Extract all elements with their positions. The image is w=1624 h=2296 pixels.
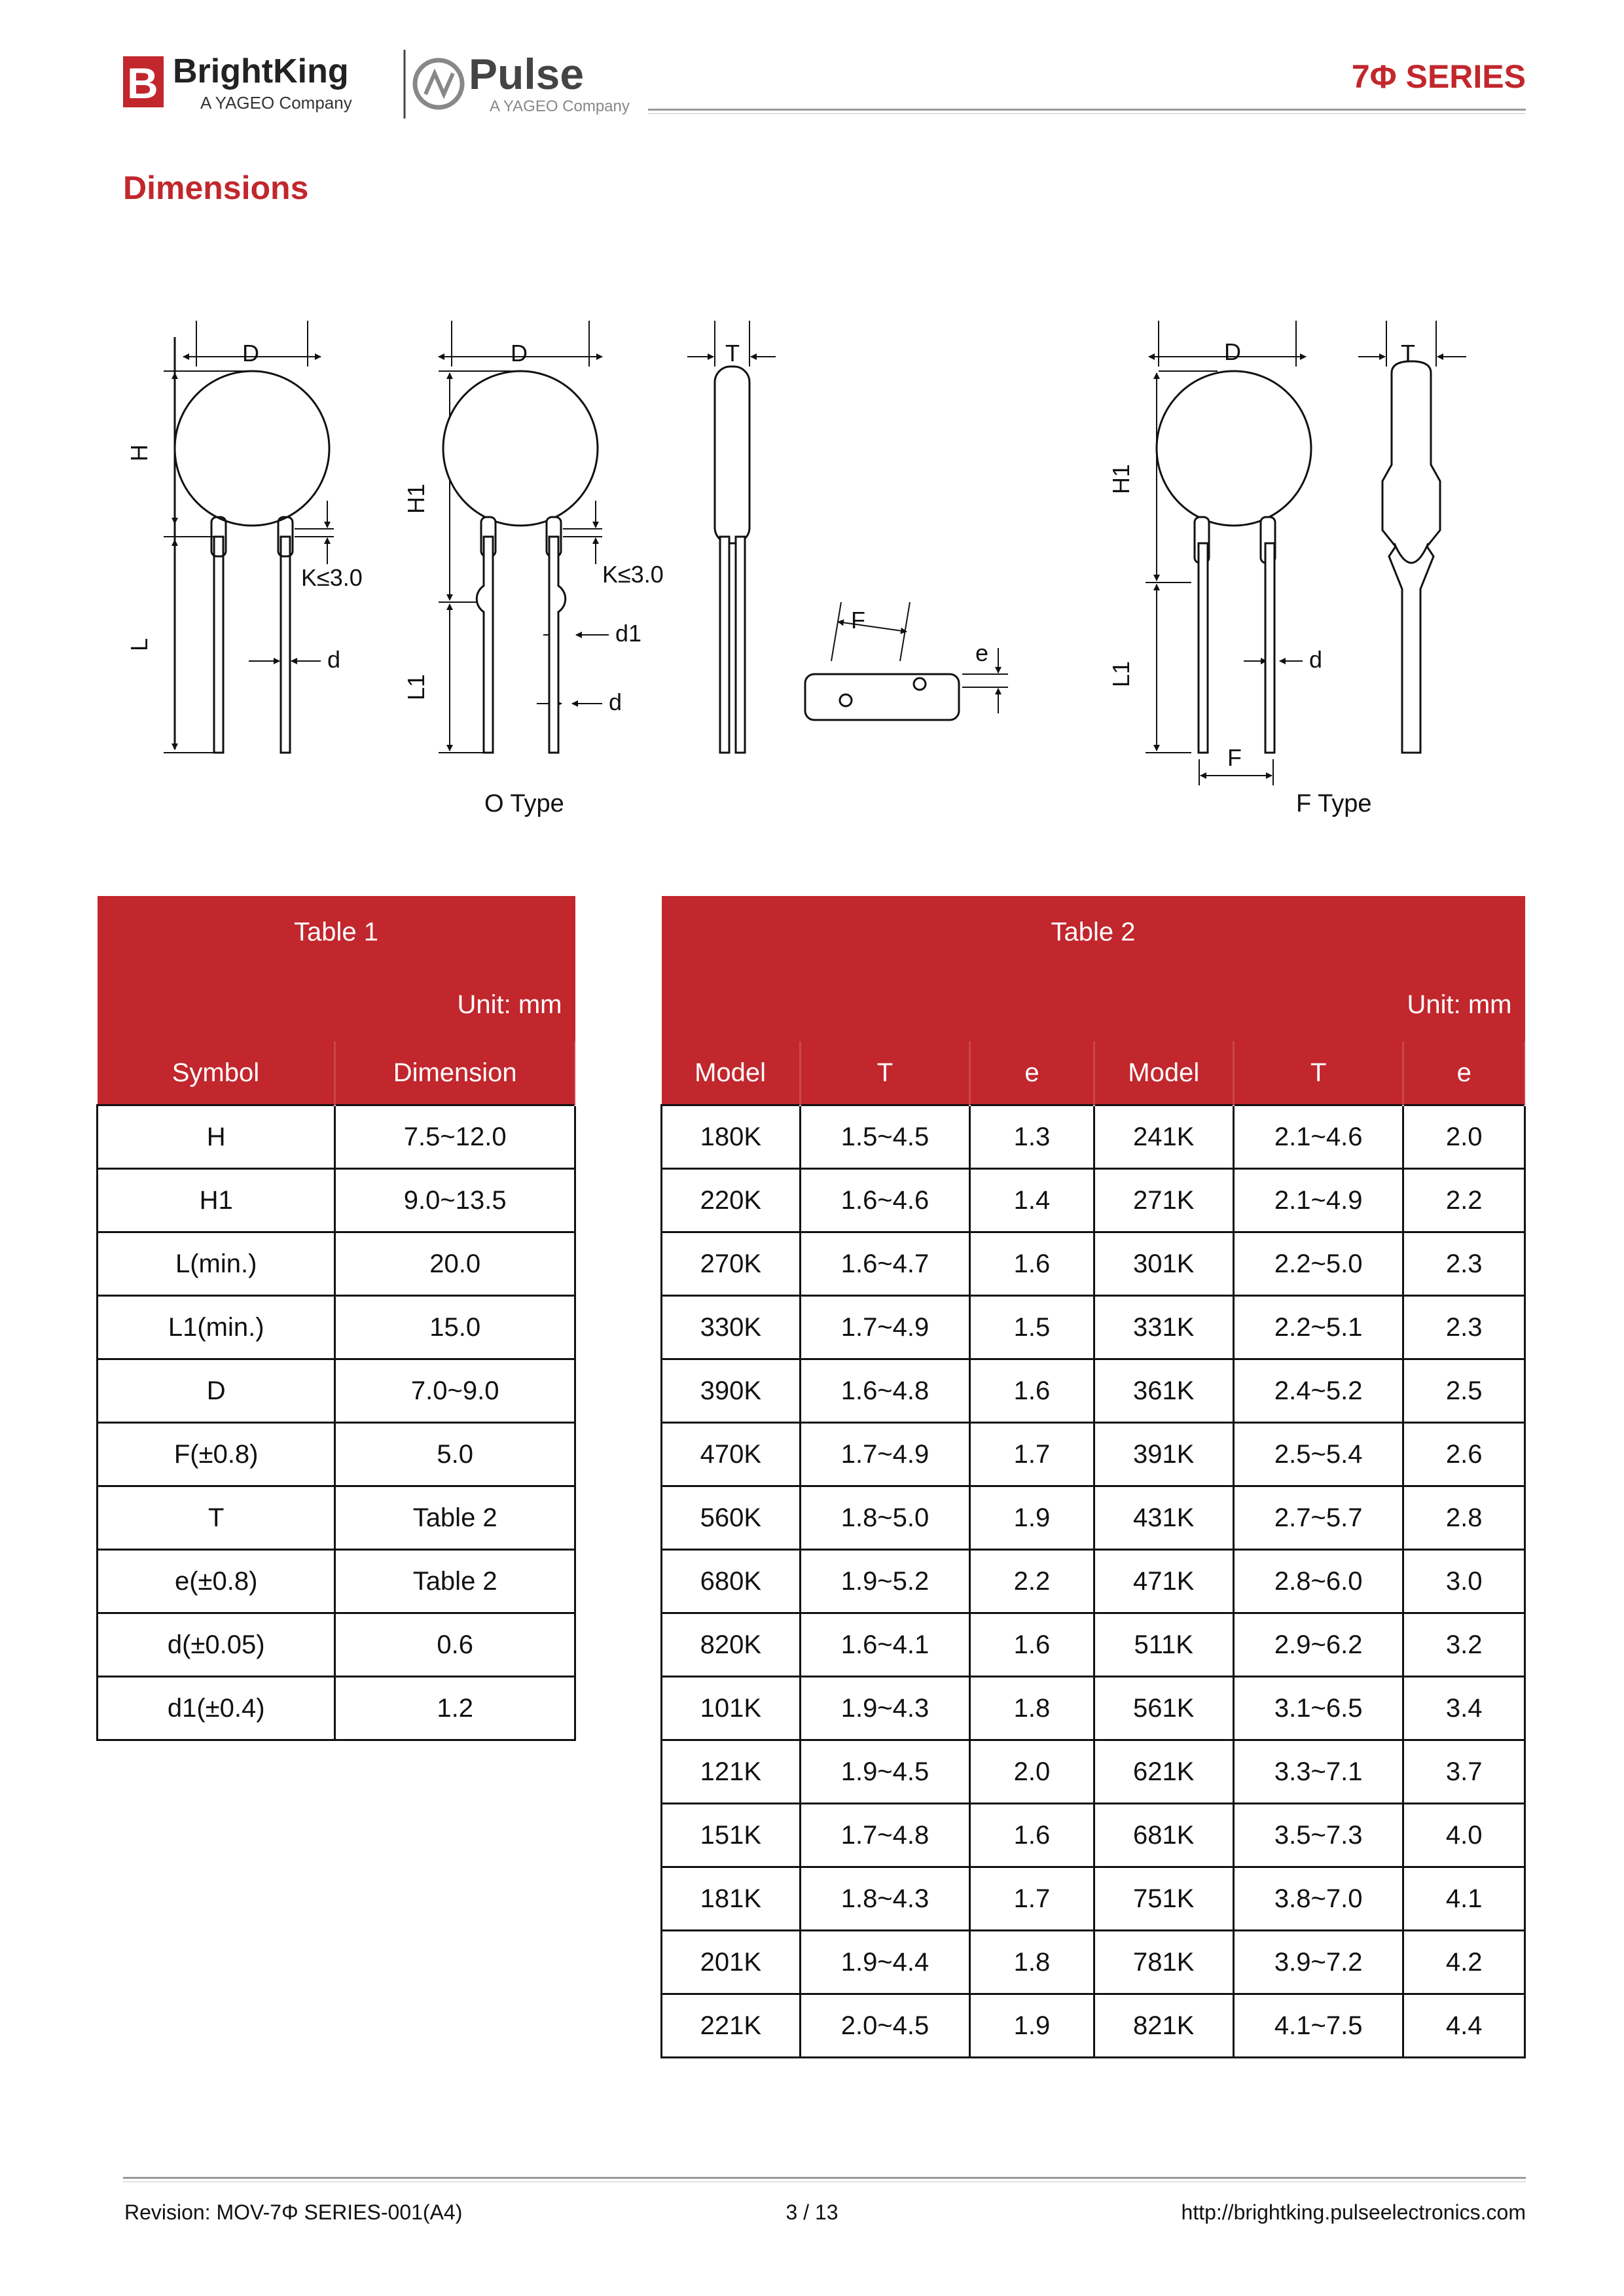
table-row <box>98 1486 575 1550</box>
table-row <box>98 1169 575 1232</box>
table-cell: 431K <box>1094 1486 1233 1550</box>
table-cell: 7.0~9.0 <box>335 1359 575 1423</box>
caption-f-type: F Type <box>1296 790 1372 817</box>
table-cell: 3.1~6.5 <box>1233 1677 1403 1740</box>
table-row <box>662 1740 1525 1804</box>
table-cell: 2.6 <box>1403 1423 1525 1486</box>
table-row <box>662 1550 1525 1613</box>
table-cell: 1.7~4.9 <box>800 1296 970 1359</box>
table-cell: 1.9 <box>970 1994 1094 2058</box>
pulse-sub: A YAGEO Company <box>490 98 630 115</box>
table1-header-0: Symbol <box>98 1041 335 1105</box>
table-cell: 3.3~7.1 <box>1233 1740 1403 1804</box>
table-cell: 180K <box>662 1105 801 1169</box>
table-cell: 3.2 <box>1403 1613 1525 1677</box>
table-row <box>98 1550 575 1613</box>
table-cell: 2.2 <box>970 1550 1094 1613</box>
table-cell: 2.0~4.5 <box>800 1994 970 2058</box>
table-cell: 2.2~5.0 <box>1233 1232 1403 1296</box>
table-row <box>662 1613 1525 1677</box>
table-cell: 1.9~4.5 <box>800 1740 970 1804</box>
table-cell: L1(min.) <box>98 1296 335 1359</box>
table-cell: 301K <box>1094 1232 1233 1296</box>
table-row <box>662 1677 1525 1740</box>
table-cell: 621K <box>1094 1740 1233 1804</box>
table-cell: 821K <box>1094 1994 1233 2058</box>
table-cell: 15.0 <box>335 1296 575 1359</box>
table-row <box>662 1296 1525 1359</box>
label-T-6: T <box>1401 340 1415 367</box>
table2-header-0: Model <box>662 1041 801 1105</box>
table-row <box>98 1359 575 1423</box>
table-cell: 2.2~5.1 <box>1233 1296 1403 1359</box>
table-cell: 20.0 <box>335 1232 575 1296</box>
table-cell: 561K <box>1094 1677 1233 1740</box>
table-cell: 1.6 <box>970 1613 1094 1677</box>
table-cell: 9.0~13.5 <box>335 1169 575 1232</box>
table-cell: 2.1~4.9 <box>1233 1169 1403 1232</box>
table-cell: 1.6~4.6 <box>800 1169 970 1232</box>
table-row <box>662 1232 1525 1296</box>
table-cell: 820K <box>662 1613 801 1677</box>
table-row <box>98 1677 575 1740</box>
table1-header-1: Dimension <box>335 1041 575 1105</box>
component-outlines <box>443 361 1440 753</box>
table-cell: 1.7~4.9 <box>800 1423 970 1486</box>
table-cell: 271K <box>1094 1169 1233 1232</box>
table-cell: 781K <box>1094 1931 1233 1994</box>
label-D-1: D <box>242 340 259 367</box>
svg-text:B: B <box>127 59 158 107</box>
table-row <box>662 1994 1525 2058</box>
table-1-header-row <box>98 1041 575 1105</box>
table-cell: 331K <box>1094 1296 1233 1359</box>
label-K-1: K≤3.0 <box>301 564 363 591</box>
table-cell: Table 2 <box>335 1486 575 1550</box>
table-1-unit: Unit: mm <box>457 990 562 1019</box>
company-logos <box>123 43 647 122</box>
label-H1-5: H1 <box>1108 463 1134 494</box>
footer-divider <box>123 2177 1526 2179</box>
table-cell: 7.5~12.0 <box>335 1105 575 1169</box>
table-cell: 330K <box>662 1296 801 1359</box>
table-cell: 470K <box>662 1423 801 1486</box>
footer-page-number: 3 / 13 <box>785 2200 839 2224</box>
section-title: Dimensions <box>123 170 309 206</box>
table-row <box>662 1359 1525 1423</box>
table-cell: 121K <box>662 1740 801 1804</box>
table-cell: 181K <box>662 1867 801 1931</box>
table-cell: T <box>98 1486 335 1550</box>
table-cell: 1.4 <box>970 1169 1094 1232</box>
table-cell: 4.1~7.5 <box>1233 1994 1403 2058</box>
table-2-unit: Unit: mm <box>1407 990 1512 1019</box>
label-d-5: d <box>1309 646 1323 673</box>
table-cell: 2.7~5.7 <box>1233 1486 1403 1550</box>
footer-divider-thin <box>123 2181 1526 2182</box>
brightking-sub: A YAGEO Company <box>200 93 352 113</box>
table-cell: 1.8~4.3 <box>800 1867 970 1931</box>
table-row <box>98 1423 575 1486</box>
table-row <box>98 1296 575 1359</box>
label-L1-2: L1 <box>403 673 429 700</box>
table-cell: Table 2 <box>335 1550 575 1613</box>
table2-header-2: e <box>970 1041 1094 1105</box>
table-cell: 1.8~5.0 <box>800 1486 970 1550</box>
table-row <box>98 1613 575 1677</box>
table-cell: 560K <box>662 1486 801 1550</box>
table-cell: 2.8 <box>1403 1486 1525 1550</box>
table-cell: 3.8~7.0 <box>1233 1867 1403 1931</box>
table-cell: 2.5 <box>1403 1359 1525 1423</box>
brightking-logo <box>123 52 352 113</box>
table-cell: 0.6 <box>335 1613 575 1677</box>
table-cell: 680K <box>662 1550 801 1613</box>
table-cell: H <box>98 1105 335 1169</box>
table-1 <box>96 896 576 1741</box>
table-cell: 4.2 <box>1403 1931 1525 1994</box>
table-cell: 751K <box>1094 1867 1233 1931</box>
table-cell: L(min.) <box>98 1232 335 1296</box>
footer-revision: Revision: MOV-7Φ SERIES-001(A4) <box>124 2200 463 2224</box>
table-cell: 241K <box>1094 1105 1233 1169</box>
table-cell: 2.4~5.2 <box>1233 1359 1403 1423</box>
table-cell: 1.6 <box>970 1804 1094 1867</box>
table-cell: 220K <box>662 1169 801 1232</box>
label-F-5: F <box>1227 744 1242 771</box>
dimension-drawing <box>118 321 1492 844</box>
table2-header-5: e <box>1403 1041 1525 1105</box>
table-cell: 4.0 <box>1403 1804 1525 1867</box>
table-cell: 3.5~7.3 <box>1233 1804 1403 1867</box>
table-cell: D <box>98 1359 335 1423</box>
caption-o-type: O Type <box>484 790 564 817</box>
table-cell: 1.9~5.2 <box>800 1550 970 1613</box>
table-row <box>662 1169 1525 1232</box>
table-cell: 4.4 <box>1403 1994 1525 2058</box>
label-D-2: D <box>511 340 528 367</box>
table-cell: 5.0 <box>335 1423 575 1486</box>
label-F-4: F <box>851 607 865 634</box>
header-divider <box>648 109 1526 111</box>
table-row <box>662 1931 1525 1994</box>
footer-url[interactable]: http://brightking.pulseelectronics.com <box>1181 2200 1526 2224</box>
table-2 <box>660 896 1526 2058</box>
table-cell: 221K <box>662 1994 801 2058</box>
table2-header-3: Model <box>1094 1041 1233 1105</box>
table-cell: 1.6 <box>970 1359 1094 1423</box>
table-cell: 681K <box>1094 1804 1233 1867</box>
table-cell: 471K <box>1094 1550 1233 1613</box>
table-cell: 151K <box>662 1804 801 1867</box>
label-H1-2: H1 <box>403 483 429 514</box>
table-cell: H1 <box>98 1169 335 1232</box>
pulse-logo <box>415 50 630 115</box>
table2-header-1: T <box>800 1041 970 1105</box>
label-K-2: K≤3.0 <box>602 561 664 588</box>
table-cell: 1.6~4.1 <box>800 1613 970 1677</box>
table-cell: 101K <box>662 1677 801 1740</box>
table-cell: 270K <box>662 1232 801 1296</box>
brightking-name: BrightKing <box>173 52 349 90</box>
table-cell: 3.9~7.2 <box>1233 1931 1403 1994</box>
table-cell: 1.5~4.5 <box>800 1105 970 1169</box>
table-cell: 511K <box>1094 1613 1233 1677</box>
table-cell: 391K <box>1094 1423 1233 1486</box>
table-cell: d1(±0.4) <box>98 1677 335 1740</box>
table-cell: 2.5~5.4 <box>1233 1423 1403 1486</box>
table-cell: 1.9~4.3 <box>800 1677 970 1740</box>
label-L1-5: L1 <box>1108 660 1134 687</box>
table-cell: 1.6~4.7 <box>800 1232 970 1296</box>
label-T-3: T <box>725 340 740 367</box>
table-cell: 1.2 <box>335 1677 575 1740</box>
table-cell: 2.9~6.2 <box>1233 1613 1403 1677</box>
label-e: e <box>975 639 989 666</box>
table-row <box>98 1105 575 1169</box>
table-cell: 3.4 <box>1403 1677 1525 1740</box>
table-cell: 1.8 <box>970 1931 1094 1994</box>
table-cell: 1.7 <box>970 1423 1094 1486</box>
table-cell: 1.7~4.8 <box>800 1804 970 1867</box>
table-row <box>98 1232 575 1296</box>
table-cell: 361K <box>1094 1359 1233 1423</box>
pulse-name: Pulse <box>469 50 585 98</box>
table-cell: 2.8~6.0 <box>1233 1550 1403 1613</box>
table-2-caption: Table 2 <box>1051 917 1136 946</box>
table-cell: 2.0 <box>1403 1105 1525 1169</box>
label-L: L <box>126 637 153 651</box>
table-cell: 1.6~4.8 <box>800 1359 970 1423</box>
table-cell: 2.3 <box>1403 1232 1525 1296</box>
table-cell: 2.0 <box>970 1740 1094 1804</box>
table-cell: 2.3 <box>1403 1296 1525 1359</box>
table-cell: 3.0 <box>1403 1550 1525 1613</box>
table-row <box>662 1423 1525 1486</box>
table-cell: 1.3 <box>970 1105 1094 1169</box>
table-row <box>662 1867 1525 1931</box>
label-d1: d1 <box>615 620 642 647</box>
table-cell: 1.7 <box>970 1867 1094 1931</box>
table-cell: e(±0.8) <box>98 1550 335 1613</box>
label-H: H <box>126 444 153 461</box>
table-cell: 3.7 <box>1403 1740 1525 1804</box>
table-cell: 1.5 <box>970 1296 1094 1359</box>
label-D-5: D <box>1224 338 1241 365</box>
table-2-header-row <box>662 1041 1525 1105</box>
table-cell: 1.9 <box>970 1486 1094 1550</box>
table-cell: 1.8 <box>970 1677 1094 1740</box>
label-d-2: d <box>609 689 623 715</box>
table2-header-4: T <box>1233 1041 1403 1105</box>
label-d-1: d <box>327 646 341 673</box>
table-cell: 201K <box>662 1931 801 1994</box>
table-row <box>662 1105 1525 1169</box>
table-cell: d(±0.05) <box>98 1613 335 1677</box>
table-1-body <box>98 1105 575 1740</box>
table-cell: 2.2 <box>1403 1169 1525 1232</box>
table-cell: 1.9~4.4 <box>800 1931 970 1994</box>
table-row <box>662 1804 1525 1867</box>
table-row <box>662 1486 1525 1550</box>
table-1-caption: Table 1 <box>294 917 378 946</box>
table-cell: 1.6 <box>970 1232 1094 1296</box>
header-divider-thin <box>648 113 1526 114</box>
table-2-body <box>662 1105 1525 2058</box>
table-cell: 2.1~4.6 <box>1233 1105 1403 1169</box>
table-cell: 4.1 <box>1403 1867 1525 1931</box>
table-cell: 390K <box>662 1359 801 1423</box>
series-title: 7Φ SERIES <box>1351 58 1526 95</box>
table-cell: F(±0.8) <box>98 1423 335 1486</box>
